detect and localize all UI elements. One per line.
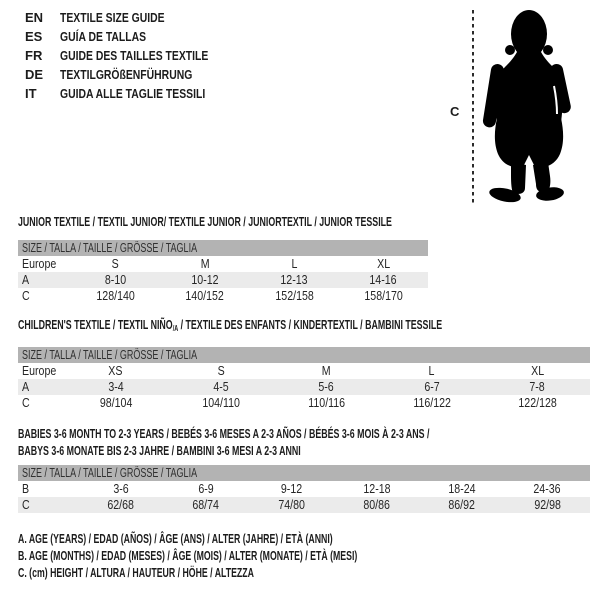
language-row <box>25 8 245 27</box>
size-value-cell <box>168 364 273 378</box>
size-value-cell <box>339 273 428 287</box>
children-size-table <box>18 347 590 411</box>
size-value-cell <box>163 482 248 496</box>
size-value-cell <box>168 380 273 394</box>
cell-text: 24-36 <box>533 482 561 496</box>
row-label-cell <box>18 289 71 303</box>
size-value-cell <box>249 498 334 512</box>
cell-text: B <box>22 482 30 496</box>
row-label-cell <box>18 380 63 394</box>
size-value-cell <box>160 289 249 303</box>
footnote-a <box>18 531 503 548</box>
cell-text: 68/74 <box>192 498 220 512</box>
footnote-b-text: B. AGE (MONTHS) / EDAD (MESES) / ÂGE (MOIS) / ALTER (MONATE) / ETÀ (MESI) <box>18 549 358 563</box>
cell-text: 7-8 <box>529 380 545 394</box>
cell-text: 9-12 <box>280 482 302 496</box>
height-measure-label: C <box>450 104 460 119</box>
language-title: TEXTILE SIZE GUIDE <box>60 10 165 25</box>
size-value-cell <box>505 498 590 512</box>
table-row <box>18 272 428 288</box>
cell-text: 14-16 <box>369 273 397 287</box>
table-row <box>18 395 590 411</box>
size-value-cell <box>505 482 590 496</box>
size-value-cell <box>485 380 590 394</box>
size-value-cell <box>250 289 339 303</box>
size-header-bar <box>18 465 590 481</box>
size-value-cell <box>274 380 379 394</box>
cell-text: 12-13 <box>280 273 308 287</box>
cell-text: L <box>428 364 435 378</box>
size-value-cell <box>334 482 419 496</box>
junior-size-table <box>18 240 428 304</box>
table-row <box>18 481 590 497</box>
size-value-cell <box>334 498 419 512</box>
babies-title-line2: BABYS 3-6 MONATE BIS 2-3 JAHRE / BAMBINI 3-6 MESI A 2-3 ANNI <box>18 443 301 458</box>
cell-text: XL <box>376 257 390 271</box>
cell-text: L <box>291 257 298 271</box>
babies-section-title <box>18 425 600 459</box>
cell-text: Europe <box>22 364 57 378</box>
language-title: GUÍA DE TALLAS <box>60 29 147 44</box>
table-row <box>18 256 428 272</box>
footnote-c <box>18 565 503 582</box>
cell-text: 4-5 <box>213 380 229 394</box>
row-label-cell <box>18 364 63 378</box>
children-section-title <box>18 317 600 337</box>
cell-text: 122/128 <box>518 396 557 410</box>
language-row <box>25 65 245 84</box>
size-header-text: SIZE / TALLA / TAILLE / GRÖSSE / TAGLIA <box>22 466 198 480</box>
cell-text: M <box>322 364 331 378</box>
children-title-subscript: /A <box>172 324 179 333</box>
cell-text: Europe <box>22 257 57 271</box>
cell-text: XS <box>108 364 123 378</box>
size-value-cell <box>485 396 590 410</box>
cell-text: 74/80 <box>278 498 305 512</box>
cell-text: 116/122 <box>413 396 451 410</box>
cell-text: C <box>22 396 30 410</box>
row-label-cell <box>18 257 71 271</box>
cell-text: 3-6 <box>112 482 129 496</box>
cell-text: 18-24 <box>448 482 476 496</box>
language-code: FR <box>25 48 43 63</box>
cell-text: S <box>217 364 225 378</box>
size-value-cell <box>78 498 163 512</box>
size-value-cell <box>419 482 504 496</box>
size-value-cell <box>160 257 249 271</box>
footnote-legend <box>18 531 503 582</box>
language-title: GUIDA ALLE TAGLIE TESSILI <box>60 86 206 101</box>
cell-text: 62/68 <box>107 498 134 512</box>
children-title-text <box>18 317 442 337</box>
junior-title-text: JUNIOR TEXTILE / TEXTIL JUNIOR/ TEXTILE JUNIOR / JUNIORTEXTIL / JUNIOR TESSILE <box>18 214 392 229</box>
language-row <box>25 27 245 46</box>
size-value-cell <box>78 482 163 496</box>
babies-title-line1: BABIES 3-6 MONTH TO 2-3 YEARS / BEBÉS 3-6 MESES A 2-3 AÑOS / BÉBÉS 3-6 MOIS À 2-3 ANS / <box>18 426 430 441</box>
row-label-cell <box>18 273 71 287</box>
cell-text: S <box>112 257 120 271</box>
cell-text: 98/104 <box>99 396 132 410</box>
cell-text: 10-12 <box>191 273 219 287</box>
cell-text: M <box>200 257 210 271</box>
cell-text: 92/98 <box>534 498 561 512</box>
table-row <box>18 363 590 379</box>
size-header-text: SIZE / TALLA / TAILLE / GRÖSSE / TAGLIA <box>22 348 198 362</box>
size-value-cell <box>250 273 339 287</box>
size-value-cell <box>379 364 484 378</box>
size-value-cell <box>63 380 168 394</box>
children-title-suffix: / TEXTILE DES ENFANTS / KINDERTEXTIL / BAMBINI TESSILE <box>178 317 443 332</box>
table-row <box>18 497 590 513</box>
cell-text: 110/116 <box>308 396 345 410</box>
cell-text: A <box>22 380 30 394</box>
size-value-cell <box>379 396 484 410</box>
footnote-c-text: C. (cm) HEIGHT / ALTURA / HAUTEUR / HÖHE / ALTEZZA <box>18 566 254 580</box>
language-title-list <box>25 8 245 103</box>
cell-text: C <box>22 289 30 303</box>
table-row <box>18 379 590 395</box>
cell-text: 128/140 <box>96 289 135 303</box>
language-row <box>25 84 245 103</box>
size-value-cell <box>71 289 160 303</box>
children-title-prefix: CHILDREN'S TEXTILE / TEXTIL NIÑO <box>18 317 173 332</box>
language-row <box>25 46 245 65</box>
cell-text: 158/170 <box>364 289 403 303</box>
cell-text: 140/152 <box>185 289 225 303</box>
size-header-bar <box>18 347 590 363</box>
footnote-b <box>18 548 503 565</box>
language-code: ES <box>25 29 43 44</box>
language-code: EN <box>25 10 44 25</box>
row-label-cell <box>18 482 78 496</box>
size-value-cell <box>339 289 428 303</box>
size-value-cell <box>63 364 168 378</box>
size-value-cell <box>160 273 249 287</box>
cell-text: 12-18 <box>363 482 391 496</box>
size-value-cell <box>249 482 334 496</box>
language-code: IT <box>25 86 37 101</box>
size-value-cell <box>163 498 248 512</box>
size-value-cell <box>274 396 379 410</box>
cell-text: 3-4 <box>108 380 124 394</box>
size-header-bar <box>18 240 428 256</box>
baby-silhouette-icon <box>465 2 585 210</box>
cell-text: 86/92 <box>448 498 476 512</box>
junior-section-title <box>18 214 568 230</box>
size-value-cell <box>250 257 339 271</box>
size-value-cell <box>274 364 379 378</box>
row-label-cell <box>18 396 63 410</box>
cell-text: C <box>22 498 30 512</box>
cell-text: 104/110 <box>202 396 240 410</box>
language-title: GUIDE DES TAILLES TEXTILE <box>60 48 209 63</box>
cell-text: XL <box>530 364 544 378</box>
language-code: DE <box>25 67 44 82</box>
size-value-cell <box>419 498 504 512</box>
size-value-cell <box>168 396 273 410</box>
cell-text: 5-6 <box>318 380 335 394</box>
size-value-cell <box>485 364 590 378</box>
row-label-cell <box>18 498 78 512</box>
language-title: TEXTILGRÖßENFÜHRUNG <box>60 67 193 82</box>
cell-text: 80/86 <box>363 498 390 512</box>
cell-text: 152/158 <box>274 289 314 303</box>
cell-text: 6-9 <box>198 482 214 496</box>
cell-text: A <box>22 273 30 287</box>
size-value-cell <box>71 273 160 287</box>
size-value-cell <box>71 257 160 271</box>
size-value-cell <box>339 257 428 271</box>
babies-size-table <box>18 465 590 513</box>
footnote-a-text: A. AGE (YEARS) / EDAD (AÑOS) / ÂGE (ANS) / ALTER (JAHRE) / ETÀ (ANNI) <box>18 532 333 546</box>
cell-text: 6-7 <box>424 380 440 394</box>
size-header-text: SIZE / TALLA / TAILLE / GRÖSSE / TAGLIA <box>22 241 198 255</box>
size-value-cell <box>379 380 484 394</box>
cell-text: 8-10 <box>104 273 127 287</box>
size-value-cell <box>63 396 168 410</box>
table-row <box>18 288 428 304</box>
